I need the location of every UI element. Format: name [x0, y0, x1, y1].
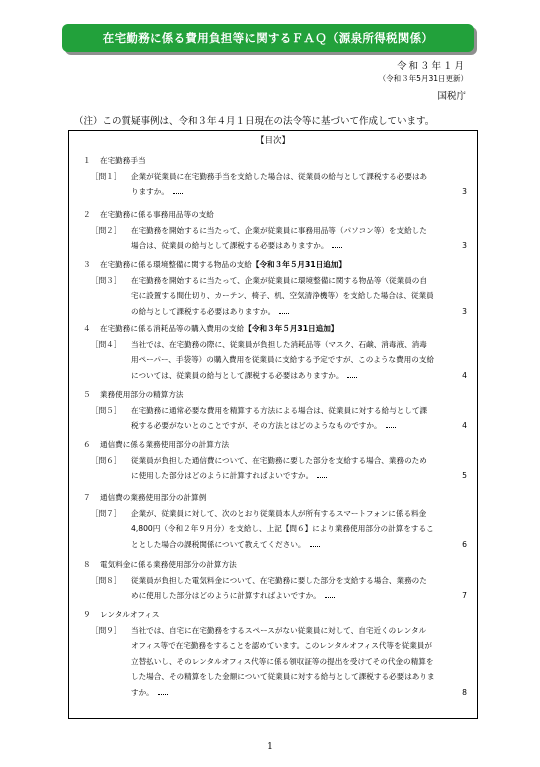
leader-dots: [317, 477, 327, 478]
section-heading: [83, 437, 229, 453]
added-date-badge: 【令和３年５月31日追加】: [251, 260, 346, 269]
section-title: 通信費に係る業務使用部分の計算方法: [100, 440, 230, 449]
leader-dots: [310, 546, 320, 547]
section-heading: [83, 153, 146, 169]
table-of-contents: [68, 130, 478, 719]
question-text-line: 企業が従業員に在宅勤務手当を支給した場合は、従業員の給与として課税する必要はあ: [131, 171, 428, 181]
section-number: １: [83, 156, 91, 165]
question-entry[interactable]: [91, 169, 467, 200]
question-label: ［問２］: [91, 225, 122, 235]
page-reference: 8: [462, 687, 467, 697]
section-number: ６: [83, 440, 91, 449]
section-title: 在宅勤務に係る環境整備に関する物品の支給: [100, 260, 252, 269]
question-text-line: 当社では、自宅に在宅勤務をするスペースがない従業員に対して、自宅近くのレンタル: [131, 625, 427, 635]
leader-dots: [173, 193, 183, 194]
section-number: ７: [83, 493, 91, 502]
leader-dots: [386, 427, 396, 428]
question-text-line: 従業員が負担した電気料金について、在宅勤務に要した部分を支給する場合、業務のた: [131, 575, 427, 585]
question-text-line: 用ペーパー、手袋等）の購入費用を従業員に支給する予定ですが、このような費用の支給: [131, 355, 435, 364]
added-date-badge: 【令和３年５月31日追加】: [244, 324, 339, 333]
section-heading: [83, 321, 338, 337]
page-reference: 3: [462, 306, 467, 316]
toc-title: 【目次】: [255, 136, 290, 146]
question-text-line: オフィス等で在宅勤務をすることを認めています。このレンタルオフィス代等を従業員が: [131, 641, 432, 650]
leader-dots: [332, 247, 342, 248]
question-text-line: すか。: [131, 685, 467, 701]
question-entry[interactable]: [91, 273, 467, 320]
question-text-line: 宅に設置する間仕切り、カーテン、椅子、机、空気清浄機等）を支給した場合は、従業員: [131, 291, 434, 300]
revised-date: （令和３年5月31日更新）: [378, 74, 468, 83]
question-text-line: 4,800円（令和２年９月分）を支給し、上記【問６】により業務使用部分の計算をするこ: [131, 524, 434, 533]
section-number: ２: [83, 210, 91, 219]
question-text-line: した場合、その精算をした金額について従業員に対する給与として課税する必要はありま: [131, 672, 435, 681]
question-text-line: ととした場合の課税関係について教えてください。: [131, 537, 467, 553]
section-number: ４: [83, 324, 91, 333]
question-entry[interactable]: [91, 453, 467, 484]
question-label: ［問１］: [91, 171, 122, 181]
section-title: 通信費の業務使用部分の計算例: [100, 493, 207, 502]
document-title: 在宅勤務に係る費用負担等に関するＦＡＱ（源泉所得税関係）: [102, 31, 434, 45]
legal-note: （注）この質疑事例は、令和３年４月１日現在の法令等に基づいて作成しています。: [74, 116, 435, 127]
section-heading: [83, 207, 214, 223]
section-title: 在宅勤務手当: [100, 156, 146, 165]
section-number: ９: [83, 610, 91, 619]
page-reference: 3: [462, 187, 467, 196]
question-text-line: 従業員が負担した通信費について、在宅勤務に要した部分を支給する場合、業務のため: [131, 455, 427, 465]
page-reference: 3: [462, 241, 467, 250]
page-reference: 6: [462, 539, 467, 549]
question-text-line: 企業が、従業員に対して、次のとおり従業員本人が所有するスマートフォンに係る料金: [131, 508, 427, 518]
question-text-line: 当社では、在宅勤務の際に、従業員が負担した消耗品等（マスク、石鹸、消毒液、消毒: [131, 339, 427, 349]
leader-dots: [347, 377, 357, 378]
question-entry[interactable]: [91, 403, 467, 434]
question-label: ［問３］: [91, 275, 122, 285]
question-text-line: の給与として課税する必要はありますか。: [131, 304, 467, 320]
section-heading: [83, 607, 159, 623]
page-reference: 7: [462, 591, 467, 600]
section-heading: [83, 387, 184, 403]
page-reference: 4: [462, 370, 467, 380]
question-entry[interactable]: [91, 337, 467, 384]
section-number: ８: [83, 560, 91, 569]
section-title: 在宅勤務に係る事務用品等の支給: [100, 210, 214, 219]
section-heading: [83, 257, 346, 273]
question-entry[interactable]: [91, 623, 467, 701]
question-text-line: 立替払いし、そのレンタルオフィス代等に係る領収証等の提出を受けてその代金の精算を: [131, 656, 434, 666]
question-label: ［問４］: [91, 339, 122, 349]
issue-date: 令和３年１月: [396, 61, 466, 72]
question-entry[interactable]: [91, 506, 467, 553]
question-text-line: めに使用した部分はどのように計算すればよいですか。: [131, 588, 467, 604]
leader-dots: [325, 597, 335, 598]
leader-dots: [158, 694, 168, 695]
question-label: ［問９］: [91, 625, 122, 635]
leader-dots: [279, 313, 289, 314]
section-heading: [83, 490, 206, 506]
page-reference: 4: [462, 421, 467, 430]
section-number: ５: [83, 390, 91, 399]
section-number: ３: [83, 260, 91, 269]
question-text-line: 税する必要がないとのことですが、その方法とはどのようなものですか。: [131, 418, 467, 434]
question-entry[interactable]: [91, 223, 467, 254]
section-title: レンタルオフィス: [100, 610, 160, 619]
question-text-line: りますか。: [131, 184, 467, 200]
question-text-line: 在宅勤務に通常必要な費用を精算する方法による場合は、従業員に対する給与として課: [131, 405, 428, 415]
title-banner: [62, 24, 474, 52]
question-text-line: については、従業員の給与として課税する必要はありますか。: [131, 368, 467, 384]
page-reference: 5: [462, 471, 467, 480]
section-heading: [83, 557, 237, 573]
question-label: ［問７］: [91, 508, 122, 518]
section-title: 在宅勤務に係る消耗品等の購入費用の支給: [100, 324, 245, 333]
agency-name: 国税庁: [437, 91, 466, 102]
question-label: ［問８］: [91, 575, 122, 585]
question-text-line: 在宅勤務を開始するに当たって、企業が従業員に環境整備に関する物品等（従業員の自: [131, 275, 427, 285]
page-number: 1: [267, 742, 273, 752]
question-entry[interactable]: [91, 573, 467, 604]
question-label: ［問６］: [91, 455, 122, 465]
section-title: 業務使用部分の精算方法: [100, 390, 184, 399]
question-label: ［問５］: [91, 405, 122, 415]
section-title: 電気料金に係る業務使用部分の計算方法: [100, 560, 237, 569]
question-text-line: 場合は、従業員の給与として課税する必要はありますか。: [131, 238, 467, 254]
question-text-line: に使用した部分はどのように計算すればよいですか。: [131, 468, 467, 484]
question-text-line: 在宅勤務を開始するに当たって、企業が従業員に事務用品等（パソコン等）を支給した: [131, 225, 427, 235]
